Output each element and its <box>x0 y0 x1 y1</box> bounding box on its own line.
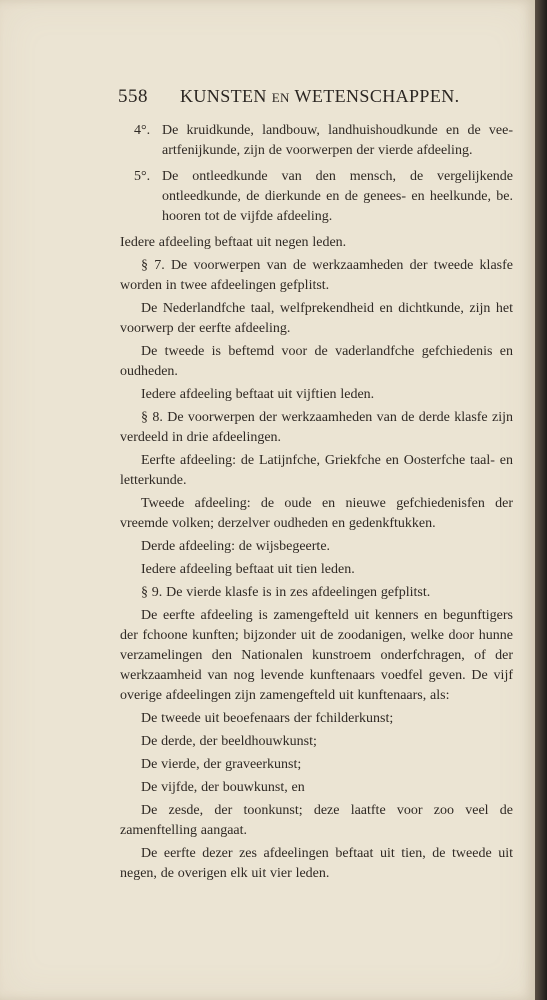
list-item <box>134 121 513 164</box>
running-title-part-1: KUNSTEN <box>180 86 267 106</box>
page-header <box>118 86 460 112</box>
paragraph: De vierde, der graveerkunst; <box>141 757 302 772</box>
paragraph: Eerfte afdeeling: de Latijnfche, Griekfche en Oosterfche taal- en letterkunde. <box>120 453 513 488</box>
list-item-text: De ontleedkunde van den mensch, de vergelijkende ontleedkunde, de dierkunde en de genees- en heelkunde, be. hooren tot de vijfde afdeeling. <box>162 169 513 224</box>
page-number: 558 <box>118 86 148 107</box>
running-title <box>180 86 460 107</box>
paragraph: De Nederlandfche taal, welfprekendheid en dichtkunde, zijn het voorwerp der eerfte afdeeling. <box>120 301 513 336</box>
list-item-text: De kruidkunde, landbouw, landhuishoudkunde en de vee-artfenijkunde, zijn de voorwerpen der vierde afdeeling. <box>162 123 513 158</box>
running-title-part-2: EN <box>271 90 290 105</box>
paragraph: Tweede afdeeling: de oude en nieuwe gefchiedenisfen der vreemde volken; derzelver oudheden en gedenkftukken. <box>120 496 513 531</box>
page-edge <box>535 0 547 1000</box>
paragraph: Iedere afdeeling beftaat uit negen leden. <box>120 235 347 250</box>
paragraph: § 8. De voorwerpen der werkzaamheden van de derde klasfe zijn verdeeld in drie afdeelingen. <box>120 410 513 445</box>
paragraph: § 7. De voorwerpen van de werkzaamheden der tweede klasfe worden in twee afdeelingen gefplitst. <box>120 258 513 293</box>
paragraph: De vijfde, der bouwkunst, en <box>141 780 305 795</box>
paragraph: Iedere afdeeling beftaat uit vijftien leden. <box>141 387 375 402</box>
paragraph: De eerfte dezer zes afdeelingen beftaat uit tien, de tweede uit negen, de overigen elk uit vier leden. <box>120 846 513 881</box>
paragraph: De tweede uit beoefenaars der fchilderkunst; <box>141 711 394 726</box>
list-item-number: 5°. <box>134 169 151 184</box>
paragraph: De eerfte afdeeling is zamengefteld uit kenners en begunftigers der fchoone kunften; bijzonder uit de zoodanigen, welke door hunne verzamelingen den Nationalen kunstroem onderfchragen, of der werkzaamheid van nog levende kunftenaars voedfel geven. De vijf overige afdeelingen zijn zamengefteld uit kunftenaars, als: <box>120 608 513 703</box>
paragraph: De tweede is beftemd voor de vaderlandfche gefchiedenis en oudheden. <box>120 344 513 379</box>
body-text <box>120 121 513 887</box>
paragraph: De zesde, der toonkunst; deze laatfte voor zoo veel de zamenftelling aangaat. <box>120 803 513 838</box>
paragraph: Iedere afdeeling beftaat uit tien leden. <box>141 562 355 577</box>
paragraph: Derde afdeeling: de wijsbegeerte. <box>141 539 331 554</box>
list-item <box>134 167 513 230</box>
running-title-part-3: WETENSCHAPPEN. <box>294 86 460 106</box>
paragraph: § 9. De vierde klasfe is in zes afdeelingen gefplitst. <box>141 585 431 600</box>
paragraph: De derde, der beeldhouwkunst; <box>141 734 317 749</box>
list-item-number: 4°. <box>134 123 151 138</box>
